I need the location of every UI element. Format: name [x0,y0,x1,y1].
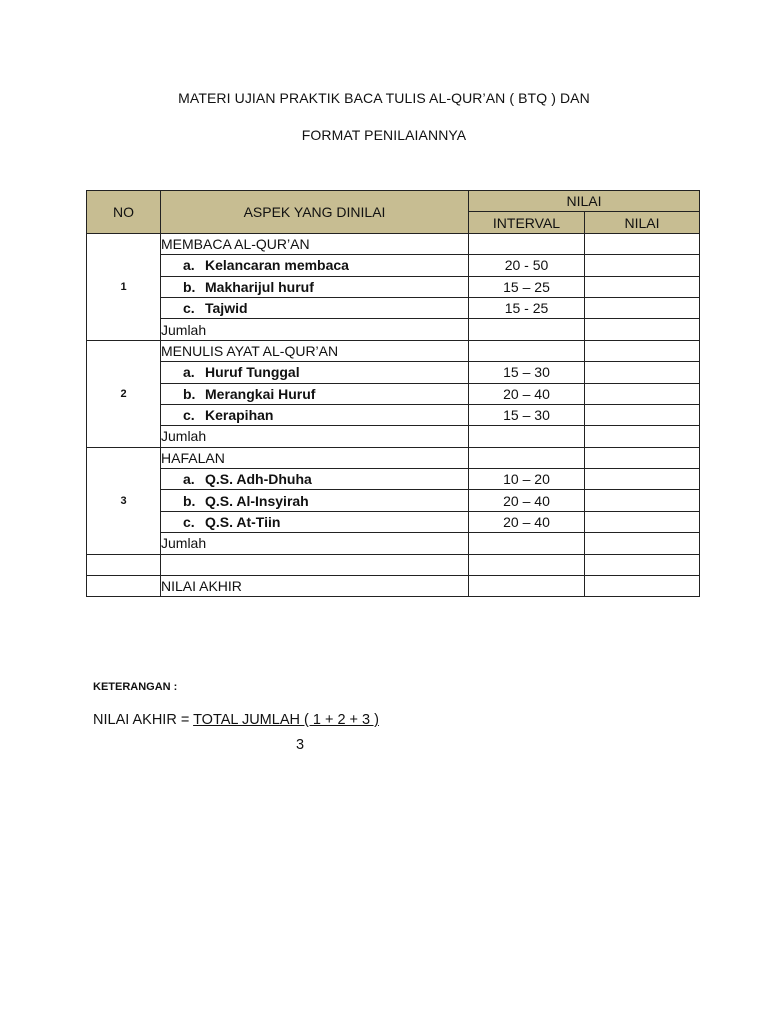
nilai-cell [585,297,700,318]
criterion-label: Huruf Tunggal [205,364,300,381]
table-body [87,233,700,597]
criterion-letter: c. [183,300,195,317]
criterion-label: Q.S. Adh-Dhuha [205,471,312,488]
nilai-cell [585,233,700,254]
section-heading: MENULIS AYAT AL-QUR’AN [161,340,469,361]
header-aspek: ASPEK YANG DINILAI [161,191,469,234]
criterion-item [161,255,349,275]
empty-cell [161,554,469,575]
table-row [87,319,700,340]
nilai-cell [585,490,700,511]
formula-denominator: 3 [296,737,305,753]
interval-cell: 20 – 40 [469,511,585,532]
criterion-label: Makharijul huruf [205,278,314,295]
interval-cell: 20 - 50 [469,255,585,276]
criterion-item [161,298,248,318]
nilai-cell [585,383,700,404]
criterion-letter: a. [183,364,195,381]
interval-cell: 15 – 25 [469,276,585,297]
table-row [87,426,700,447]
nilai-cell [585,447,700,468]
table-row [87,511,700,532]
jumlah-label: Jumlah [161,426,469,447]
final-score-formula [93,712,379,728]
interval-cell [469,233,585,254]
interval-cell: 15 - 25 [469,297,585,318]
assessment-table [86,190,700,597]
document-title-line-2: FORMAT PENILAIANNYA [301,127,467,143]
interval-cell [469,533,585,554]
nilai-cell [585,340,700,361]
empty-cell [87,554,161,575]
table-row [87,469,700,490]
table-row [87,383,700,404]
criterion-item [161,469,312,489]
nilai-cell [585,362,700,383]
keterangan-label: KETERANGAN : [93,681,178,693]
criterion-letter: c. [183,514,195,531]
nilai-cell [585,319,700,340]
section-number: 1 [87,233,161,340]
table-row [87,447,700,468]
interval-cell: 10 – 20 [469,469,585,490]
table-row [87,533,700,554]
nilai-cell [585,255,700,276]
header-no: NO [87,191,161,234]
table-row [87,340,700,361]
table-row [87,554,700,575]
interval-cell: 20 – 40 [469,490,585,511]
section-number: 3 [87,447,161,554]
section-number: 2 [87,340,161,447]
criterion-label: Merangkai Huruf [205,385,316,402]
interval-cell [469,319,585,340]
empty-cell [585,554,700,575]
nilai-cell [585,469,700,490]
jumlah-label: Jumlah [161,319,469,340]
table-row [87,362,700,383]
header-nilai-group: NILAI [469,191,700,212]
criterion-cell [161,276,469,297]
criterion-cell [161,511,469,532]
criterion-letter: b. [183,492,196,509]
criterion-label: Kelancaran membaca [205,257,349,274]
interval-cell: 20 – 40 [469,383,585,404]
table-row [87,490,700,511]
jumlah-label: Jumlah [161,533,469,554]
criterion-item [161,384,315,404]
criterion-cell [161,490,469,511]
empty-cell [87,576,161,597]
criterion-label: Q.S. At-Tiin [205,514,281,531]
interval-cell: 15 – 30 [469,404,585,425]
table-row [87,576,700,597]
interval-cell [469,426,585,447]
criterion-cell [161,404,469,425]
interval-cell: 15 – 30 [469,362,585,383]
nilai-cell [585,533,700,554]
criterion-item [161,512,280,532]
nilai-cell [585,426,700,447]
criterion-letter: c. [183,407,195,424]
nilai-cell [585,404,700,425]
criterion-cell [161,362,469,383]
nilai-cell [585,276,700,297]
interval-cell [469,340,585,361]
table-row [87,233,700,254]
criterion-item [161,491,309,511]
header-nilai: NILAI [585,212,700,233]
formula-numerator: TOTAL JUMLAH ( 1 + 2 + 3 ) [193,712,379,728]
empty-cell [469,554,585,575]
criterion-label: Q.S. Al-Insyirah [205,492,309,509]
criterion-letter: b. [183,278,196,295]
criterion-cell [161,297,469,318]
criterion-cell [161,383,469,404]
criterion-item [161,362,300,382]
criterion-cell [161,255,469,276]
header-interval: INTERVAL [469,212,585,233]
document-title-line-1: MATERI UJIAN PRAKTIK BACA TULIS AL-QUR’AN ( BTQ ) DAN [178,90,590,106]
table-row [87,297,700,318]
formula-lhs: NILAI AKHIR = [93,712,194,728]
criterion-item [161,405,273,425]
section-heading: HAFALAN [161,447,469,468]
criterion-letter: a. [183,471,195,488]
interval-cell [469,576,585,597]
table-row [87,404,700,425]
criterion-label: Tajwid [205,300,248,317]
table-row [87,255,700,276]
nilai-cell [585,511,700,532]
table-row [87,276,700,297]
criterion-cell [161,469,469,490]
criterion-label: Kerapihan [205,407,274,424]
interval-cell [469,447,585,468]
criterion-letter: b. [183,385,196,402]
criterion-item [161,277,314,297]
nilai-cell [585,576,700,597]
criterion-letter: a. [183,257,195,274]
nilai-akhir-label: NILAI AKHIR [161,576,469,597]
section-heading: MEMBACA AL-QUR’AN [161,233,469,254]
